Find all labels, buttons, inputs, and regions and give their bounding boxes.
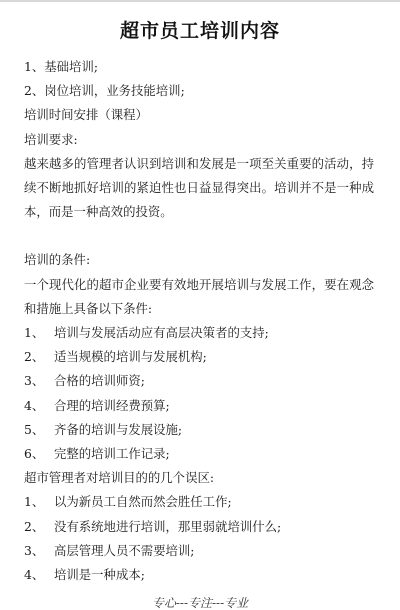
document-title: 超市员工培训内容 — [119, 20, 280, 42]
item-text: 合格的培训师资; — [54, 373, 145, 389]
item-number: 4、 — [24, 397, 45, 413]
item-number: 1、 — [24, 325, 45, 341]
condition-item — [24, 418, 374, 442]
document-body — [24, 55, 374, 587]
item-text: 高层管理人员不需要培训; — [54, 542, 195, 558]
spacer — [24, 224, 374, 248]
misconceptions-heading: 超市管理者对培训目的的几个误区: — [24, 470, 215, 486]
item-number: 6、 — [24, 446, 45, 462]
item-text: 没有系统地进行培训，那里弱就培训什么; — [54, 518, 282, 534]
item-number: 4、 — [24, 567, 45, 583]
item-text: 适当规模的培训与发展机构; — [54, 349, 207, 365]
conditions-paragraph: 一个现代化的超市企业要有效地开展培训与发展工作，要在观念和措施上具备以下条件: — [24, 276, 374, 316]
item-number: 2、 — [24, 349, 45, 365]
item-number: 2、 — [24, 518, 45, 534]
misconception-item — [24, 490, 374, 514]
misconception-item — [24, 515, 374, 539]
misconception-item — [24, 539, 374, 563]
item-text: 培训是一种成本; — [54, 567, 145, 583]
intro-line-3: 培训时间安排（课程） — [24, 107, 148, 123]
intro-line-2: 2、岗位培训，业务技能培训; — [24, 83, 185, 99]
item-number: 1、 — [24, 494, 45, 510]
item-text: 以为新员工自然而然会胜任工作; — [54, 494, 232, 510]
training-importance-paragraph: 越来越多的管理者认识到培训和发展是一项至关重要的活动，持续不断地抓好培训的紧迫性也日益显得突出。培训并不是一种成本，而是一种高效的投资。 — [24, 155, 374, 220]
misconception-item — [24, 563, 374, 587]
intro-line-1: 1、基础培训; — [24, 59, 99, 74]
condition-item — [24, 394, 374, 418]
item-number: 3、 — [24, 373, 45, 389]
conditions-heading: 培训的条件: — [24, 252, 91, 268]
item-text: 培训与发展活动应有高层决策者的支持; — [54, 325, 269, 341]
page-footer: 专心---专注---专业 — [151, 596, 249, 610]
intro-line-4: 培训要求: — [24, 131, 78, 147]
item-text: 合理的培训经费预算; — [54, 397, 170, 413]
condition-item — [24, 321, 374, 345]
condition-item — [24, 369, 374, 393]
condition-item — [24, 345, 374, 369]
item-number: 3、 — [24, 542, 45, 558]
item-number: 5、 — [24, 421, 45, 437]
top-border — [0, 0, 400, 2]
item-text: 齐备的培训与发展设施; — [54, 421, 183, 437]
condition-item — [24, 442, 374, 466]
item-text: 完整的培训工作记录; — [54, 446, 170, 462]
